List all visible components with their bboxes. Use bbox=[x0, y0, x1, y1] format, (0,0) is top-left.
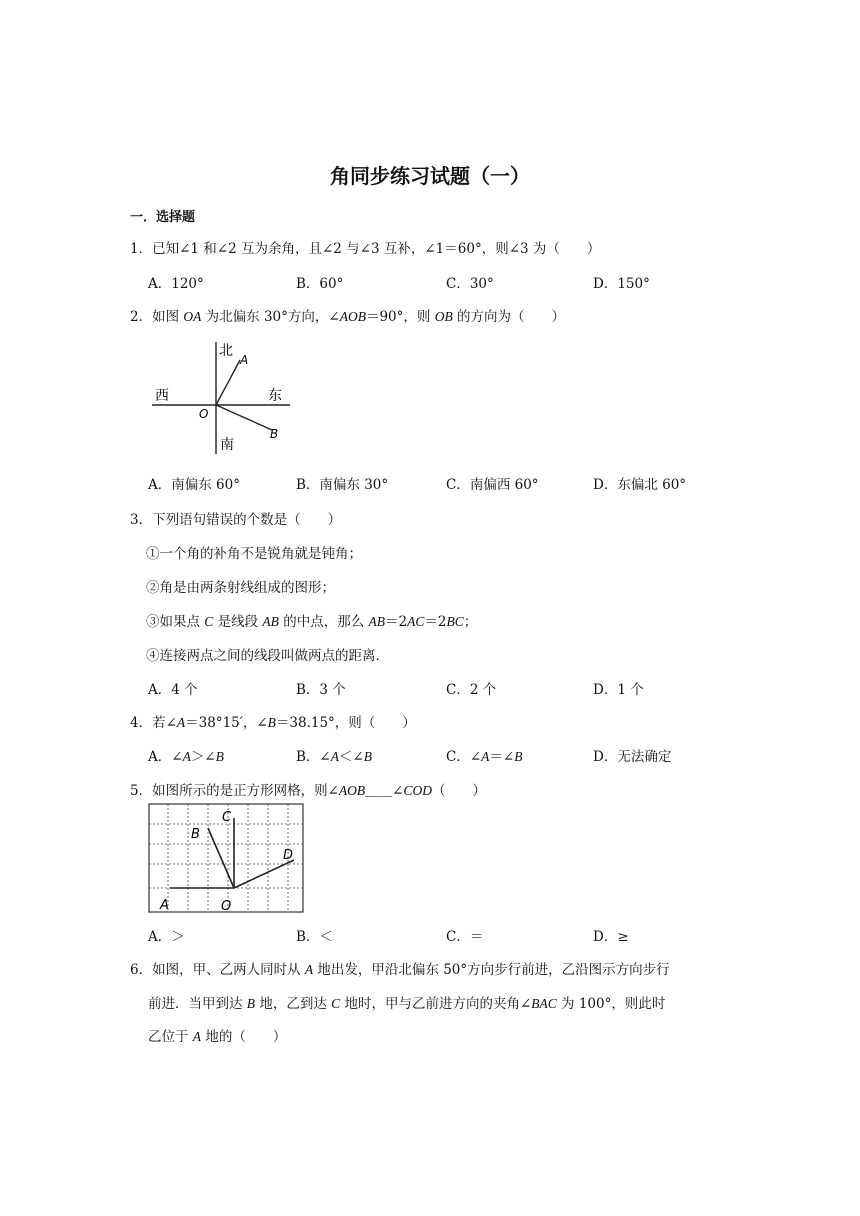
question-text: 乙位于 bbox=[148, 1029, 193, 1045]
option-c: C．＝ bbox=[446, 929, 484, 945]
option-text: C．∠ bbox=[446, 749, 482, 765]
option-a bbox=[148, 745, 224, 765]
statement-text: 如果点 bbox=[159, 614, 205, 630]
option-d: D．无法确定 bbox=[593, 749, 672, 765]
statement-text: 连接两点之间的线段叫做两点的距离． bbox=[159, 648, 389, 664]
label-d: D bbox=[283, 848, 294, 863]
statement-text: ＝2 bbox=[385, 614, 408, 630]
label-o: O bbox=[199, 407, 209, 421]
italic-var: B bbox=[363, 749, 373, 764]
italic-var: C bbox=[331, 996, 341, 1011]
compass-figure bbox=[148, 338, 298, 458]
option-b: B．3 个 bbox=[296, 682, 346, 698]
grid-figure bbox=[148, 803, 304, 913]
option-b: B．南偏东 30° bbox=[296, 477, 389, 493]
statement-4 bbox=[146, 644, 389, 664]
question-text: 地的（ ） bbox=[201, 1029, 287, 1045]
question-text: 如图 bbox=[152, 309, 184, 325]
question-number: 3． bbox=[130, 512, 153, 528]
question-text: 地出发，甲沿北偏东 50°方向步行前进，乙沿图示方向步行 bbox=[313, 962, 670, 978]
question-text: 下列语句错误的个数是（ ） bbox=[152, 512, 342, 528]
question-text: 若∠ bbox=[152, 715, 177, 731]
answer-blank: ＿＿ bbox=[365, 783, 393, 799]
label-south: 南 bbox=[220, 437, 234, 453]
italic-var: C bbox=[204, 614, 214, 629]
label-a: A bbox=[160, 898, 169, 913]
ray-ob bbox=[216, 405, 272, 430]
question-1 bbox=[130, 237, 600, 257]
italic-var: BAC bbox=[531, 996, 557, 1011]
italic-var: BC bbox=[446, 614, 464, 629]
label-b: B bbox=[191, 827, 200, 842]
question-text: 已知∠1 和∠2 互为余角，且∠2 与∠3 互补，∠1＝60°，则∠3 为（ ） bbox=[152, 241, 601, 257]
question-text: 前进．当甲到达 bbox=[148, 996, 247, 1012]
question-text: ∠ bbox=[392, 783, 404, 799]
italic-var: B bbox=[267, 715, 276, 730]
italic-var: OA bbox=[183, 309, 202, 324]
italic-var: OB bbox=[434, 309, 453, 324]
italic-var: A bbox=[304, 962, 314, 977]
question-6-line-3 bbox=[148, 1025, 286, 1045]
option-b bbox=[296, 745, 372, 765]
label-a: A bbox=[240, 353, 249, 367]
question-text: ＝38°15′，∠ bbox=[185, 715, 268, 731]
question-6-line-1 bbox=[130, 958, 670, 978]
section-heading: 一．选择题 bbox=[130, 210, 196, 225]
italic-var: A bbox=[481, 749, 490, 764]
italic-var: AB bbox=[368, 614, 385, 629]
ray-oa bbox=[216, 360, 240, 405]
italic-var: B bbox=[514, 749, 523, 764]
statement-text: 是线段 bbox=[213, 614, 263, 630]
label-o: O bbox=[221, 899, 232, 913]
italic-var: B bbox=[215, 749, 224, 764]
option-text: ＜∠ bbox=[338, 749, 364, 765]
question-text: 地，乙到达 bbox=[255, 996, 332, 1012]
option-b: B．＜ bbox=[296, 929, 333, 945]
label-north: 北 bbox=[219, 343, 233, 359]
question-number: 4． bbox=[130, 715, 153, 731]
question-text: （ ） bbox=[431, 783, 486, 799]
italic-var: A bbox=[330, 749, 339, 764]
question-text: 为 100°，则此时 bbox=[556, 996, 666, 1012]
question-6-line-2 bbox=[148, 992, 665, 1012]
question-text: 如图所示的是正方形网格，则∠ bbox=[152, 783, 339, 799]
option-b: B．60° bbox=[296, 276, 344, 292]
statement-3 bbox=[146, 610, 477, 630]
italic-var: B bbox=[246, 996, 256, 1011]
option-a: A．＞ bbox=[148, 929, 185, 945]
option-d: D．东偏北 60° bbox=[593, 477, 687, 493]
question-number: 6． bbox=[130, 962, 153, 978]
option-text: ＝∠ bbox=[489, 749, 515, 765]
statement-mark: ③ bbox=[146, 614, 160, 630]
statement-mark: ② bbox=[146, 580, 160, 596]
statement-text: ＝2 bbox=[424, 614, 447, 630]
statement-2 bbox=[146, 576, 335, 596]
option-text: A．∠ bbox=[148, 749, 183, 765]
question-5 bbox=[130, 779, 486, 799]
statement-1 bbox=[146, 542, 362, 562]
statement-mark: ① bbox=[146, 546, 160, 562]
option-d: D．150° bbox=[593, 276, 650, 292]
option-c: C．南偏西 60° bbox=[446, 477, 539, 493]
option-c: C．30° bbox=[446, 276, 494, 292]
option-d: D．≥ bbox=[593, 929, 629, 945]
question-number: 1． bbox=[130, 241, 153, 257]
question-3 bbox=[130, 508, 341, 528]
question-text: ＝90°，则 bbox=[365, 309, 435, 325]
option-c: C．2 个 bbox=[446, 682, 497, 698]
question-4 bbox=[130, 711, 416, 731]
option-a: A．4 个 bbox=[148, 682, 198, 698]
question-text: 为北偏东 30°方向，∠ bbox=[201, 309, 340, 325]
statement-text: 的中点，那么 bbox=[278, 614, 369, 630]
statement-text: ； bbox=[463, 614, 478, 630]
label-b: B bbox=[270, 427, 279, 441]
italic-var: A bbox=[192, 1029, 202, 1044]
question-number: 5． bbox=[130, 783, 153, 799]
italic-var: AOB bbox=[339, 309, 366, 324]
option-d: D．1 个 bbox=[593, 682, 644, 698]
label-west: 西 bbox=[155, 388, 169, 404]
italic-var: AOB bbox=[338, 783, 366, 798]
italic-var: COD bbox=[403, 783, 432, 798]
question-text: 地时，甲与乙前进方向的夹角∠ bbox=[340, 996, 532, 1012]
statement-text: 角是由两条射线组成的图形； bbox=[159, 580, 335, 596]
question-number: 2． bbox=[130, 309, 153, 325]
statement-text: 一个角的补角不是锐角就是钝角； bbox=[159, 546, 362, 562]
label-east: 东 bbox=[268, 388, 282, 404]
italic-var: AC bbox=[407, 614, 425, 629]
question-text: 的方向为（ ） bbox=[452, 309, 565, 325]
statement-mark: ④ bbox=[146, 648, 160, 664]
option-a: A．南偏东 60° bbox=[148, 477, 240, 493]
question-text: 如图，甲、乙两人同时从 bbox=[152, 962, 305, 978]
option-c bbox=[446, 745, 522, 765]
option-a: A．120° bbox=[148, 276, 204, 292]
italic-var: AB bbox=[262, 614, 279, 629]
label-c: C bbox=[222, 810, 232, 825]
page-title: 角同步练习试题（一） bbox=[330, 164, 530, 188]
option-text: ＞∠ bbox=[190, 749, 216, 765]
italic-var: A bbox=[176, 715, 186, 730]
option-text: B．∠ bbox=[296, 749, 331, 765]
question-2 bbox=[130, 305, 565, 325]
question-text: ＝38.15°，则（ ） bbox=[275, 715, 416, 731]
italic-var: A bbox=[182, 749, 191, 764]
